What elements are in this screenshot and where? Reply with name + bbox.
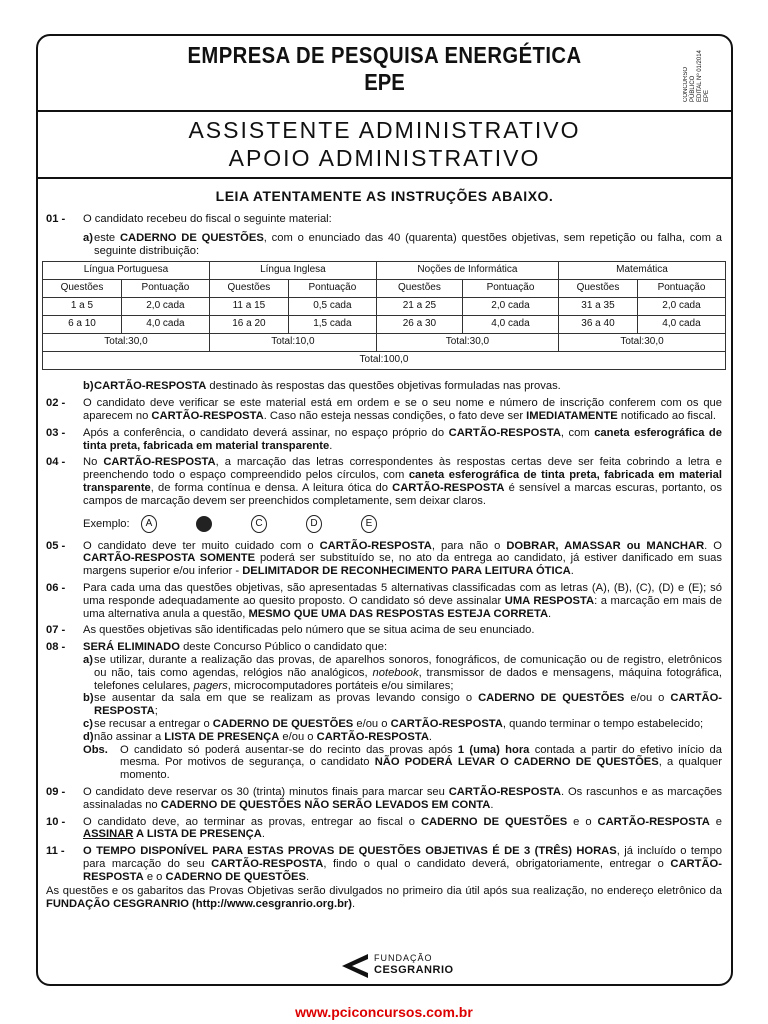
side-label: CONCURSO PÚBLICO EDITAL Nº 01/2014 EPE bbox=[683, 50, 710, 102]
table-totals-row: Total:30,0 Total:10,0 Total:30,0 Total:30,0 bbox=[43, 334, 726, 352]
distribution-table: Língua Portuguesa Língua Inglesa Noções de Informática Matemática Questões Pontuação Questões Pontuação Questões Pontuação Questões Pontuação 1 a 5 2,0 cada 11 a 15 0,5 cada 21 a 25 2,0 cada 31 a 35 2,0 cada 6 a 10 4,0 cada 16 a 20 1,5 cada 26 a 30 4,0 cada 36 a 40 4,0 cada Total:30,0 Total:10,0 Total:30,0 Total:30,0 Total:100,0 bbox=[42, 261, 726, 370]
item-11: 11 - O TEMPO DISPONÍVEL PARA ESTAS PROVAS DE QUESTÕES OBJETIVAS É DE 3 (TRÊS) HORAS, já incluído o tempo para marcação do seu CARTÃO-RESPOSTA, findo o qual o candidato deverá, obrigatoriamente, entregar o CARTÃO-RESPOSTA e o CADERNO DE QUESTÕES. bbox=[46, 845, 723, 883]
item-03: 03 - Após a conferência, o candidato deverá assinar, no espaço próprio do CARTÃO-RESPOSTA, com caneta esferográfica de tinta preta, fabricada em material transparente. bbox=[46, 426, 722, 452]
table-row: 6 a 10 4,0 cada 16 a 20 1,5 cada 26 a 30 4,0 cada 36 a 40 4,0 cada bbox=[43, 316, 726, 334]
item-08-obs: Obs. O candidato só poderá ausentar-se do recinto das provas após 1 (uma) hora contada a partir do efetivo início da mesma. Por motivos de segurança, o candidato NÃO PODERÁ LEVAR O CADERNO DE QUESTÕES, a qualquer momento. bbox=[83, 743, 723, 782]
item-04: 04 - No CARTÃO-RESPOSTA, a marcação das letras correspondentes às respostas certas deve ser feita cobrindo a letra e preenchendo todo o espaço compreendido pelos círculos, com caneta esferográfica de tinta preta, fabricada em material transparente, de forma contínua e densa. A leitura ótica do CARTÃO-RESPOSTA é sensível a marcas escuras, portanto, os campos de marcação devem ser preenchidos completamente, sem deixar claros. bbox=[46, 456, 722, 507]
company-name: EMPRESA DE PESQUISA ENERGÉTICA bbox=[187, 42, 582, 68]
company-acronym: EPE bbox=[364, 69, 405, 95]
title-line-2: APOIO ADMINISTRATIVO bbox=[228, 145, 541, 171]
item-05: 05 - O candidato deve ter muito cuidado com o CARTÃO-RESPOSTA, para não o DOBRAR, AMASSAR ou MANCHAR. O CARTÃO-RESPOSTA SOMENTE poderá ser substituído se, no ato da entrega ao candidato, já estiver danificado em suas margens superior e/ou inferior - DELIMITADOR DE RECONHECIMENTO PARA LEITURA ÓTICA. bbox=[46, 539, 722, 578]
bubble-c: C bbox=[251, 515, 267, 533]
item-08-a: a) se utilizar, durante a realização das provas, de aparelhos sonoros, fonográficos, de comunicação ou de registro, eletrônicos ou não, tais como agendas, relógios não analógicos, notebook, transmissor de dados e mensagens, máquina fotográfica, telefones celulares, pagers, microcomputadores portáteis e/ou similares; bbox=[83, 653, 722, 692]
instructions-body bbox=[46, 213, 722, 911]
cesgranrio-logo-icon bbox=[338, 950, 372, 980]
divider bbox=[38, 110, 731, 112]
item-08-d: d) não assinar a LISTA DE PRESENÇA e/ou o CARTÃO-RESPOSTA. bbox=[83, 730, 433, 743]
divider bbox=[38, 177, 731, 179]
bubble-filled bbox=[196, 516, 212, 532]
item-01-b: b) CARTÃO-RESPOSTA destinado às respostas das questões objetivas formuladas nas provas. bbox=[83, 380, 561, 393]
exam-title bbox=[38, 116, 731, 172]
cesgranrio-logo: FUNDAÇÃO CESGRANRIO bbox=[338, 950, 433, 982]
instructions-heading: LEIA ATENTAMENTE AS INSTRUÇÕES ABAIXO. bbox=[215, 188, 554, 204]
item-07: 07 - As questões objetivas são identificadas pelo número que se situa acima de seu enunciado. bbox=[46, 624, 535, 637]
table-row: 1 a 5 2,0 cada 11 a 15 0,5 cada 21 a 25 2,0 cada 31 a 35 2,0 cada bbox=[43, 298, 726, 316]
item-10: 10 - O candidato deve, ao terminar as provas, entregar ao fiscal o CADERNO DE QUESTÕES e o CARTÃO-RESPOSTA e ASSINAR A LISTA DE PRESENÇA. bbox=[46, 815, 722, 841]
item-09: 09 - O candidato deve reservar os 30 (trinta) minutos finais para marcar seu CARTÃO-RESPOSTA. Os rascunhos e as marcações assinaladas no CADERNO DE QUESTÕES NÃO SERÃO LEVADOS EM CONTA. bbox=[46, 785, 722, 811]
bubble-e: E bbox=[361, 515, 377, 533]
item-08-b: b) se ausentar da sala em que se realizam as provas levando consigo o CADERNO DE QUESTÕES e/ou o CARTÃO-RESPOSTA; bbox=[83, 692, 723, 718]
item-08: 08 - SERÁ ELIMINADO deste Concurso Público o candidato que: bbox=[46, 641, 388, 654]
marking-example: Exemplo: A C D E bbox=[83, 514, 722, 536]
bubble-a: A bbox=[141, 515, 157, 533]
item-08-c: c) se recusar a entregar o CADERNO DE QUESTÕES e/ou o CARTÃO-RESPOSTA, quando terminar o tempo estabelecido; bbox=[83, 717, 704, 730]
table-grand-total-row: Total:100,0 bbox=[43, 352, 726, 370]
bubble-d: D bbox=[306, 515, 322, 533]
title-line-1: ASSISTENTE ADMINISTRATIVO bbox=[188, 117, 581, 143]
item-01: 01 - O candidato recebeu do fiscal o seguinte material: bbox=[46, 213, 332, 225]
item-06: 06 - Para cada uma das questões objetivas, são apresentadas 5 alternativas classificadas com as letras (A), (B), (C), (D) e (E); só uma responde adequadamente ao quesito proposto. O candidato só deve assinalar UMA RESPOSTA: a marcação em mais de uma alternativa anula a questão, MESMO QUE UMA DAS RESPOSTAS ESTEJA CORRETA. bbox=[46, 581, 722, 620]
website-link[interactable]: www.pciconcursos.com.br bbox=[295, 1004, 473, 1020]
item-01-a: a) este CADERNO DE QUESTÕES, com o enunciado das 40 (quarenta) questões objetivas, sem repetição ou falha, com a seguinte distribuição: bbox=[83, 231, 722, 257]
header bbox=[38, 36, 731, 108]
item-02: 02 - O candidato deve verificar se este material está em ordem e se o seu nome e número de inscrição conferem com os que aparecem no CARTÃO-RESPOSTA. Caso não esteja nessas condições, o fato deve ser IMEDIATAMENTE notificado ao fiscal. bbox=[46, 397, 722, 422]
closing-note: As questões e os gabaritos das Provas Objetivas serão divulgados no primeiro dia útil após sua realização, no endereço eletrônico da FUNDAÇÃO CESGRANRIO (http://www.cesgranrio.org.br). bbox=[46, 885, 722, 911]
